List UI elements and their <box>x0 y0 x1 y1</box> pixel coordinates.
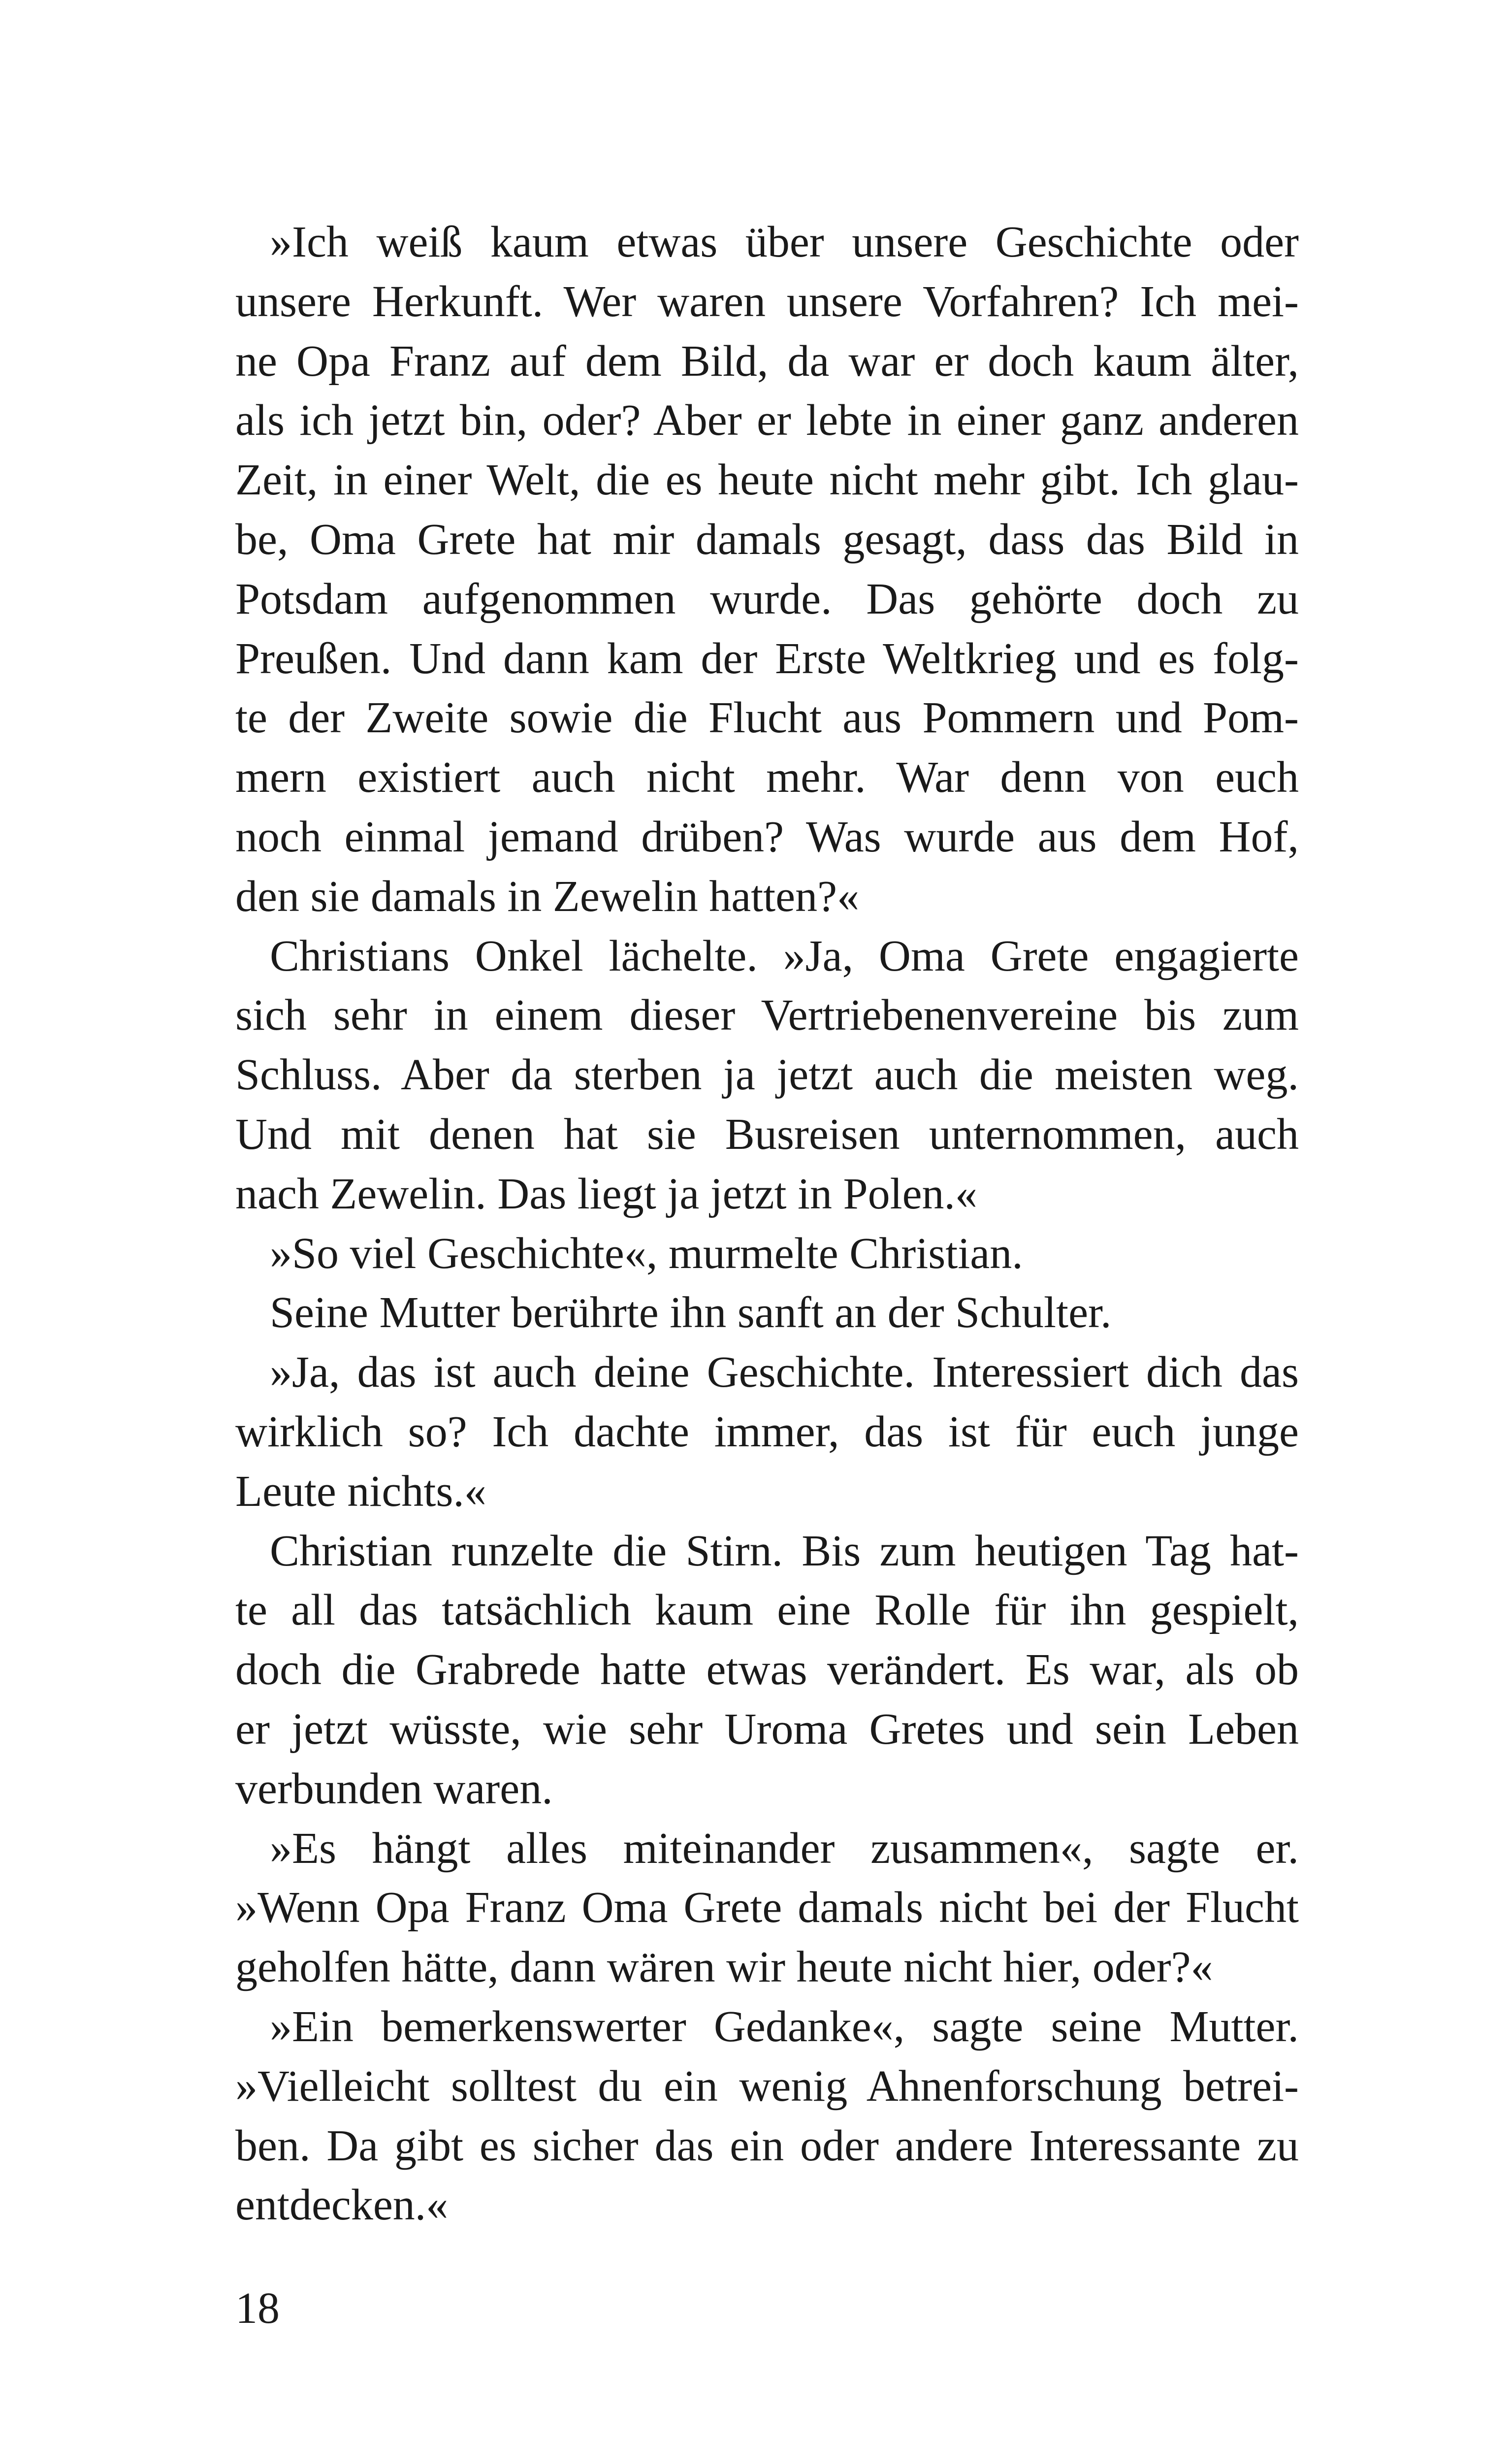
text-line: wirklich so? Ich dachte immer, das ist für euch junge <box>235 1407 1299 1456</box>
text-line: sich sehr in einem dieser Vertriebenenvereine bis zum <box>235 991 1299 1040</box>
text-line: Preußen. Und dann kam der Erste Weltkrieg und es folg- <box>235 634 1299 683</box>
text-line: »So viel Geschichte«, murmelte Christian. <box>270 1229 1023 1278</box>
text-line: »Es hängt alles miteinander zusammen«, sagte er. <box>270 1824 1299 1873</box>
text-line: den sie damals in Zewelin hatten?« <box>235 872 860 921</box>
text-line: ben. Da gibt es sicher das ein oder andere Interessante zu <box>235 2121 1299 2170</box>
text-line: be, Oma Grete hat mir damals gesagt, dass das Bild in <box>235 515 1299 564</box>
text-line: entdecken.« <box>235 2181 449 2230</box>
text-line: »Vielleicht solltest du ein wenig Ahnenforschung betrei- <box>235 2061 1299 2111</box>
body-text <box>235 213 1299 2235</box>
text-line: noch einmal jemand drüben? Was wurde aus dem Hof, <box>235 812 1299 861</box>
text-line: nach Zewelin. Das liegt ja jetzt in Polen.« <box>235 1169 978 1218</box>
text-line: Christian runzelte die Stirn. Bis zum heutigen Tag hat- <box>270 1526 1299 1575</box>
text-line: »Wenn Opa Franz Oma Grete damals nicht bei der Flucht <box>235 1883 1299 1932</box>
text-line: Schluss. Aber da sterben ja jetzt auch die meisten weg. <box>235 1050 1299 1100</box>
text-line: unsere Herkunft. Wer waren unsere Vorfahren? Ich mei- <box>235 277 1299 326</box>
text-line: verbunden waren. <box>235 1764 553 1813</box>
text-line: Leute nichts.« <box>235 1466 486 1516</box>
text-line: te all das tatsächlich kaum eine Rolle für ihn gespielt, <box>235 1586 1299 1635</box>
text-line: te der Zweite sowie die Flucht aus Pommern und Pom- <box>235 693 1299 743</box>
text-line: »Ja, das ist auch deine Geschichte. Interessiert dich das <box>270 1348 1299 1397</box>
text-line: geholfen hätte, dann wären wir heute nicht hier, oder?« <box>235 1943 1213 1992</box>
text-line: Seine Mutter berührte ihn sanft an der Schulter. <box>270 1288 1112 1337</box>
page-number: 18 <box>235 2284 280 2333</box>
text-line: er jetzt wüsste, wie sehr Uroma Gretes und sein Leben <box>235 1704 1299 1754</box>
text-line: als ich jetzt bin, oder? Aber er lebte in einer ganz anderen <box>235 396 1299 445</box>
text-line: Christians Onkel lächelte. »Ja, Oma Grete engagierte <box>270 931 1299 980</box>
text-line: Potsdam aufgenommen wurde. Das gehörte doch zu <box>235 574 1299 623</box>
text-line: »Ein bemerkenswerter Gedanke«, sagte seine Mutter. <box>270 2002 1299 2051</box>
text-line: doch die Grabrede hatte etwas verändert. Es war, als ob <box>235 1645 1299 1694</box>
text-line: »Ich weiß kaum etwas über unsere Geschichte oder <box>270 218 1299 266</box>
text-line: mern existiert auch nicht mehr. War denn von euch <box>235 753 1299 802</box>
text-line: Und mit denen hat sie Busreisen unternommen, auch <box>235 1109 1299 1159</box>
text-line: Zeit, in einer Welt, die es heute nicht mehr gibt. Ich glau- <box>235 456 1299 505</box>
text-line: ne Opa Franz auf dem Bild, da war er doch kaum älter, <box>235 336 1299 386</box>
